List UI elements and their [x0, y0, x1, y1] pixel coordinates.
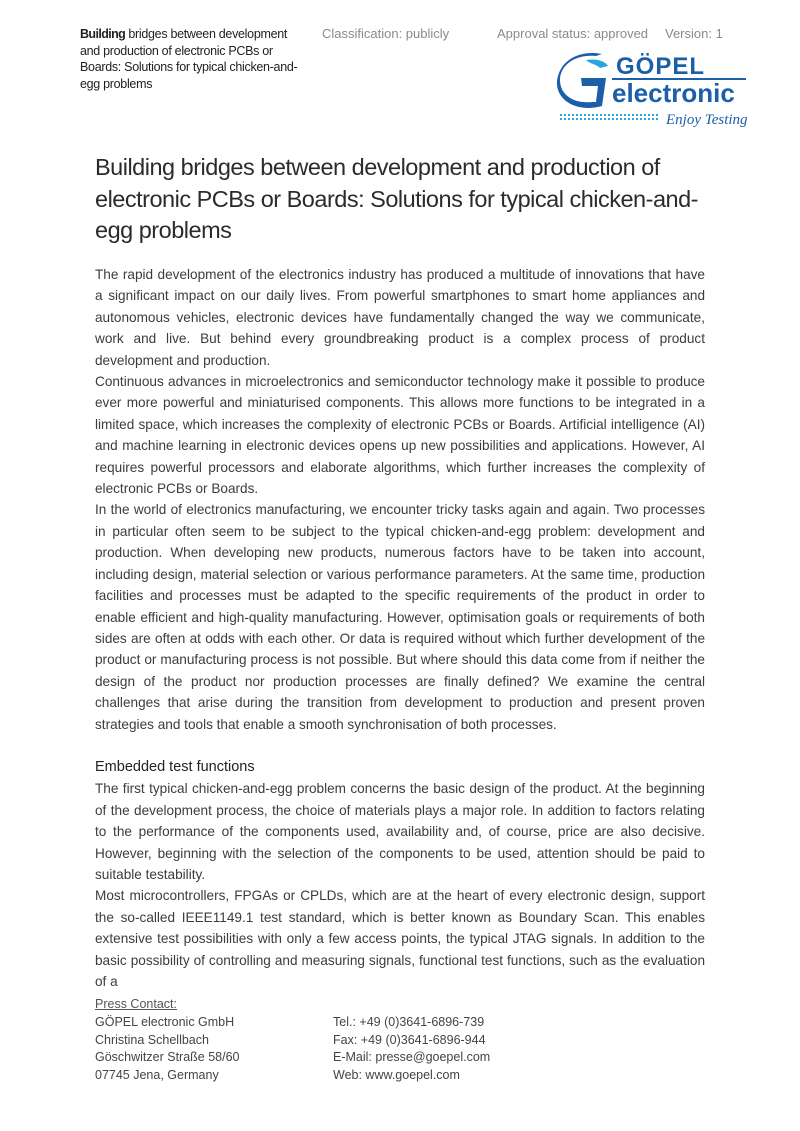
email-address: E-Mail: presse@goepel.com [333, 1050, 491, 1065]
body-paragraph: Continuous advances in microelectronics and semiconductor technology make it possible to produce ever more powerful and miniaturised components. This allows more functions to be integrated in a limited space, which increases the complexity of electronic PCBs or Boards. Artificial intelligence (AI) and machine learning in electronic devices opens up new possibilities and applications. However, AI requires powerful processors and elaborate algorithms, which further increases the complexity of electronic PCBs or Boards. [95, 374, 705, 497]
website-address: Web: www.goepel.com [333, 1068, 460, 1083]
logo-text-electronic: electronic [612, 78, 735, 108]
street-address: Göschwitzer Straße 58/60 [95, 1050, 240, 1065]
body-paragraph: In the world of electronics manufacturing, we encounter tricky tasks again and again. Two processes in particular often seem to be subject to the typical chicken-and-egg problem: development and production. When developing new products, numerous factors have to be taken into account, including design, material selection or various performance parameters. At the same time, production facilities and processes must be adapted to the specific requirements of the product in order to enable efficient and high-quality manufacturing. However, optimisation goals or requirements of both sides are often at odds with each other. Or data is required without which further development of the product or manufacturing process is not possible. But where should this data come from if neither the design of the product nor production processes are finally defined? We examine the central challenges that arise during the transition from development to production and present proven strategies and tools that enable a smooth synchronisation of both processes. [95, 502, 705, 732]
logo-text-goepel: GÖPEL [616, 53, 706, 80]
version-label: Version: 1 [665, 26, 723, 41]
classification-label: Classification: publicly [322, 26, 450, 41]
logo-tagline: Enjoy Testing [666, 112, 748, 128]
section-paragraph: The first typical chicken-and-egg problem concerns the basic design of the product. At the beginning of the development process, the choice of materials plays a major role. In addition to factors relating to the performance of the components used, availability and, of course, price are also decisive. However, beginning with the selection of the components to be used, attention should be paid to suitable testability. [95, 781, 705, 882]
company-name: GÖPEL electronic GmbH [95, 1014, 235, 1029]
header-title-bold: Building [80, 27, 126, 41]
contact-address-column [95, 1014, 333, 1085]
contact-person: Christina Schellbach [95, 1032, 209, 1047]
body-paragraph: The rapid development of the electronics industry has produced a multitude of innovations that have a significant impact on our daily lives. From powerful smartphones to smart home appliances and autonomous vehicles, electronic devices have fundamentally changed the way we communicate, work and live. But behind every groundbreaking product is a complex process of product development and production. [95, 267, 705, 368]
logo-dot-pattern [560, 112, 660, 122]
fax-number: Fax: +49 (0)3641-6896-944 [333, 1032, 486, 1047]
approval-status-label: Approval status: approved [497, 26, 649, 41]
city-country: 07745 Jena, Germany [95, 1068, 219, 1083]
section-heading: Embedded test functions [95, 758, 255, 775]
phone-number: Tel.: +49 (0)3641-6896-739 [333, 1014, 485, 1029]
contact-details-column [333, 1014, 633, 1085]
goepel-logo [556, 50, 748, 130]
press-contact-label: Press Contact: [95, 997, 177, 1011]
header-title-rest: bridges between development and production of electronic PCBs or Boards: Solutions for typical chicken-and-egg problems [80, 27, 298, 91]
document-title: Building bridges between development and production of electronic PCBs or Boards: Solutions for typical chicken-and-egg problems [95, 154, 698, 243]
section-paragraph: Most microcontrollers, FPGAs or CPLDs, which are at the heart of every electronic design, support the so-called IEEE1149.1 test standard, which is better known as Boundary Scan. This enables extensive test possibilities with only a few access points, the typical JTAG signals. In addition to the basic possibility of controlling and measuring signals, functional test functions, such as the evaluation of a [95, 888, 705, 989]
document-body [95, 264, 705, 992]
press-contact-footer [95, 996, 705, 1085]
header-document-title [80, 26, 310, 92]
